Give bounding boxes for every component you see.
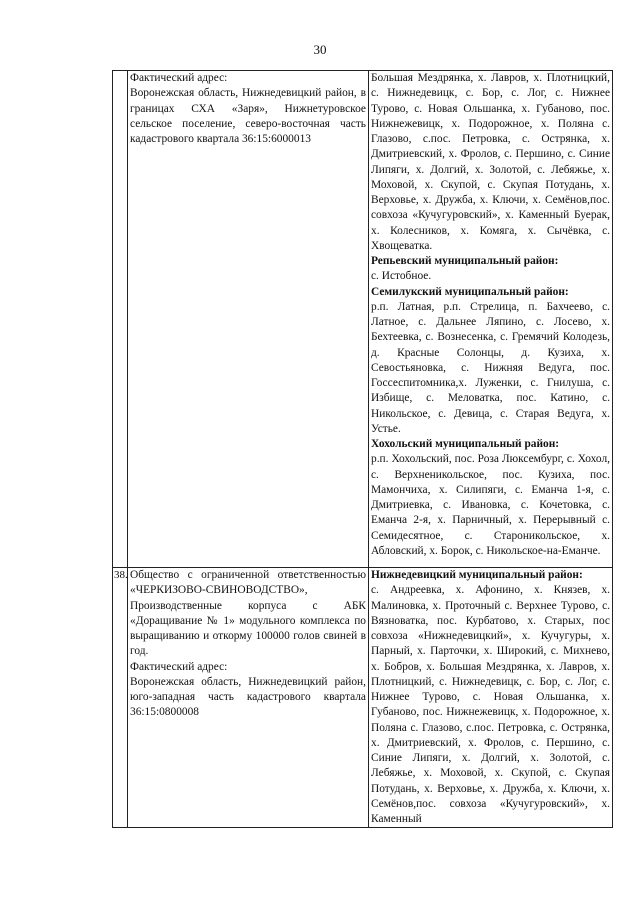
- organization-name: Общество с ограниченной ответственностью «ЧЕРКИЗОВО-СВИНОВОДСТВО»,: [130, 569, 366, 597]
- district-title: Хохольский муниципальный район:: [371, 438, 560, 450]
- district-title: Семилукский муниципальный район:: [371, 285, 569, 298]
- districts-cell: [369, 71, 613, 568]
- address-text: Воронежская область, Нижнедевицкий район, юго-западная часть кадастрового квартала 36:15:0800008: [130, 675, 366, 719]
- district-text: Большая Мездрянка, х. Лавров, х. Плотницкий, с. Нижнедевицк, с. Бор, с. Лог, с. Нижнее Турово, с. Новая Ольшанка, х. Губаново, пос. Нижнежевицк, х. Подорожное, х. Поляна с. Глазово, с.пос. Петровка, с. Острянка, х. Дмитриевский, х. Фролов, с. Першино, с. Синие Липяги, х. Долгий, х. Золотой, с. Лебяжье, х. Моховой, х. Скупой, с. Скупая Потудань, х. Верховье, х. Дружба, х. Ключи, х. Семёнов,пос. совхоза «Кучугуровский», х. Каменный Буерак, х. Колесников, х. Комяга, х. Сычёвка, с. Хвощеватка.: [371, 72, 610, 252]
- row-number: 38.: [113, 568, 128, 828]
- organization-cell: [128, 71, 369, 568]
- organization-cell: [128, 568, 369, 828]
- table-row: [113, 71, 613, 568]
- page-number: 30: [313, 42, 327, 57]
- address-label: Фактический адрес:: [130, 660, 228, 673]
- district-text: р.п. Хохольский, пос. Роза Люксембург, с. Хохол, с. Верхненикольское, пос. Кузиха, пос. Мамончиха, х. Силипяги, с. Еманча 1-я, с. Дмитриевка, с. Ивановка, с. Кочетовка, с. Еманча 2-я, х. Парничный, х. Перерывный с. Семидесятное, с. Староникольское, х. Абловский, х. Борок, с. Никольское-на-Еманче.: [371, 453, 610, 557]
- settlements-table: [112, 70, 613, 828]
- address-text: Воронежская область, Нижнедевицкий район, в границах СХА «Заря», Нижнетуровское сельское поселение, северо-восточная часть кадастрового квартала 36:15:6000013: [130, 87, 366, 145]
- district-text: с. Андреевка, х. Афонино, х. Князев, х. Малиновка, х. Проточный с. Верхнее Турово, с. Вязноватка, пос. Курбатово, х. Старых, пос совхоза «Нижнедевицкий», х. Кучугуры, х. Парный, х. Парточки, х. Широкий, с. Михнево, х. Бобров, х. Большая Мездрянка, х. Лавров, х. Плотницкий, с. Нижнедевицк, с. Бор, с. Лог, с. Нижнее Турово, с. Новая Ольшанка, х. Губаново, пос. Нижнежевицк, х. Подорожное, х. Поляна с. Глазово, с.пос. Петровка, с. Острянка, х. Дмитриевский, х. Фролов, с. Першино, с. Синие Липяги, х. Долгий, х. Золотой, с. Лебяжье, х. Моховой, х. Скупой, с. Скупая Потудань, х. Верховье, х. Дружба, х. Ключи, х. Семёнов,пос. совхоза «Кучугуровский», х. Каменный: [371, 584, 610, 825]
- districts-cell: [369, 568, 613, 828]
- district-text: р.п. Латная, р.п. Стрелица, п. Бахчеево, с. Латное, с. Дальнее Ляпино, с. Лосево, х. Бехтеевка, с. Вознесенка, с. Гремячий Колодезь, д. Красные Солонцы, д. Кузиха, х. Севостьяновка, с. Нижняя Ведуга, пос. Госсеспитомника,х. Луженки, с. Гнилуша, с. Избище, с. Меловатка, пос. Катино, с. Никольское, с. Девица, с. Старая Ведуга, х. Устье.: [371, 300, 610, 435]
- facility-description: Производственные корпуса с АБК «Доращивание № 1» модульного комплекса по выращиванию и откорму 100000 голов свиней в год.: [130, 599, 366, 658]
- district-text: с. Истобное.: [371, 270, 432, 283]
- table-row: [113, 568, 613, 828]
- district-title: Репьевский муниципальный район:: [371, 255, 559, 267]
- row-number: [113, 71, 128, 568]
- district-title: Нижнедевицкий муниципальный район:: [371, 569, 583, 581]
- address-label: Фактический адрес:: [130, 72, 228, 84]
